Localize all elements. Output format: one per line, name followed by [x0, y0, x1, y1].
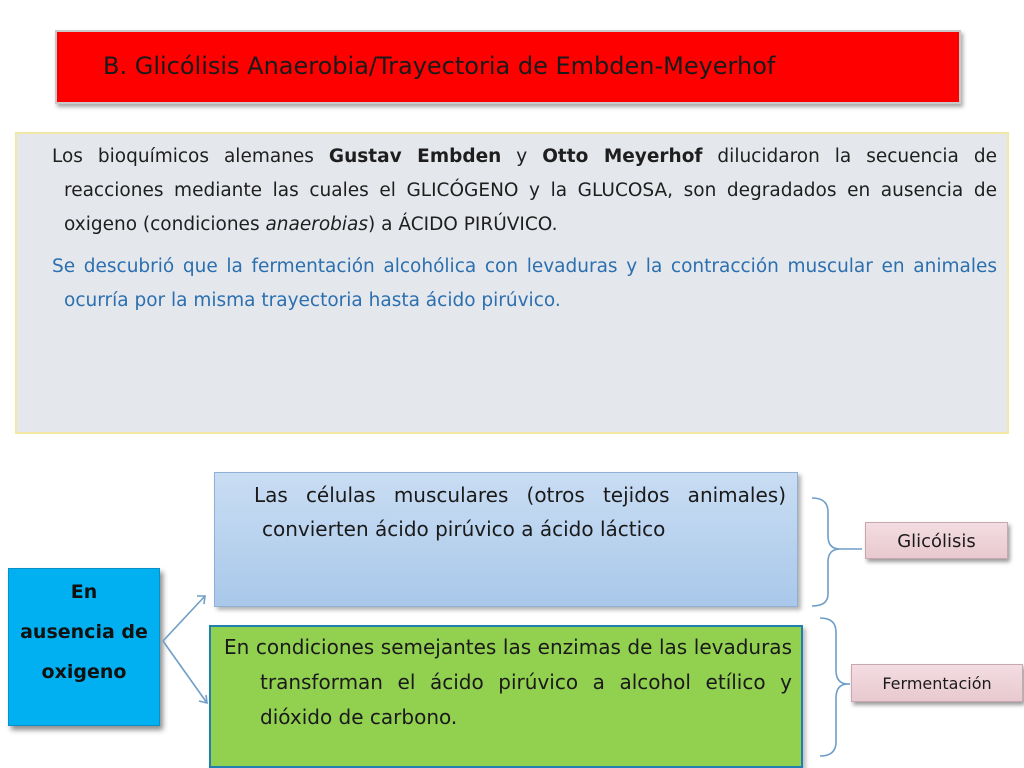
- anaerobic-line-2: ausencia de: [20, 621, 148, 643]
- name-gustav-embden: Gustav Embden: [328, 146, 502, 167]
- p1-text-3: dilucidaron la secuencia de reacciones mediante las cuales el GLICÓGENO y la GLUCOSA, son degradados en ausencia de oxigeno (condiciones: [64, 146, 997, 235]
- anaerobic-line-3: oxigeno: [41, 661, 127, 683]
- glycolysis-tag: Glicólisis: [865, 522, 1008, 559]
- fermentation-tag: Fermentación: [851, 664, 1023, 702]
- name-otto-meyerhof: Otto Meyerhof: [542, 146, 703, 167]
- p1-text-4: ) a ÁCIDO PIRÚVICO.: [368, 214, 558, 235]
- p1-text-2: y: [501, 146, 543, 167]
- anaerobic-line-1: En: [70, 581, 98, 603]
- slide-title: B. Glicólisis Anaerobia/Trayectoria de Embden-Meyerhof: [103, 52, 776, 80]
- term-anaerobias: anaerobias: [265, 214, 369, 235]
- brace-glycolysis: [812, 498, 840, 606]
- arrow-to-muscle-box: [163, 596, 205, 641]
- brace-fermentation: [820, 618, 848, 756]
- p1-text-1: Los bioquímicos alemanes: [52, 146, 329, 167]
- arrow-to-yeast-box: [163, 641, 207, 703]
- muscle-cells-text: Las células musculares (otros tejidos animales) convierten ácido pirúvico a ácido láctico: [254, 483, 786, 541]
- paragraph-discovery: Se descubrió que la fermentación alcohólica con levaduras y la contracción muscular en animales ocurría por la misma trayectoria hasta ácido pirúvico.: [52, 256, 997, 311]
- yeast-enzymes-text: En condiciones semejantes las enzimas de las levaduras transforman el ácido pirúvico a alcohol etílico y dióxido de carbono.: [224, 635, 792, 729]
